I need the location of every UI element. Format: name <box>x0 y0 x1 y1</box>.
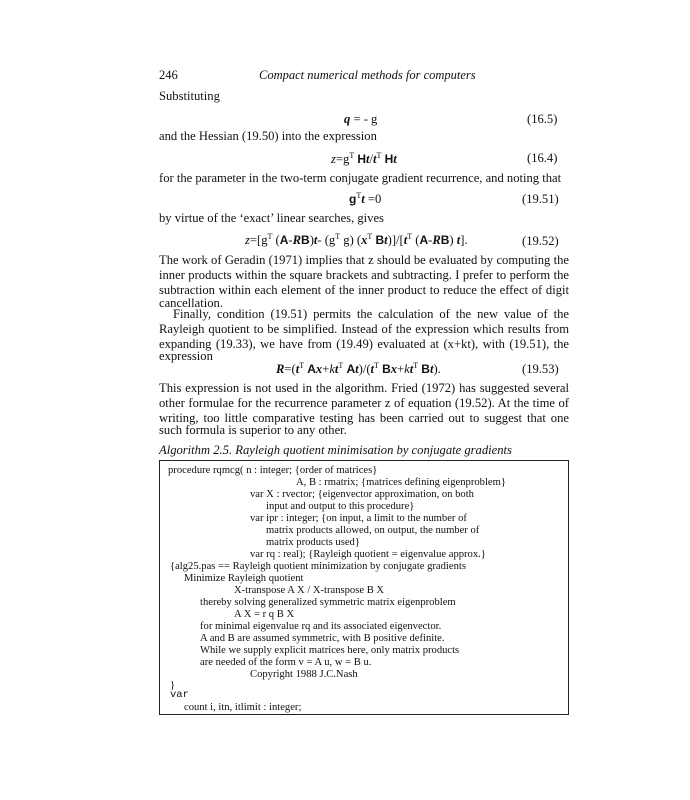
equation-16-5 <box>344 112 377 127</box>
code-line: X-transpose A X / X-transpose B X <box>234 585 385 596</box>
equation-number-16-5: (16.5) <box>527 112 558 126</box>
code-line: count i, itn, itlimit : integer; <box>184 702 302 713</box>
code-line: matrix products used} <box>266 537 360 548</box>
equation-number-19-52: (19.52) <box>522 234 559 248</box>
equation-number-19-53: (19.53) <box>522 362 559 376</box>
code-line: var rq : real); {Rayleigh quotient = eigenvalue approx.} <box>250 549 486 560</box>
code-line: thereby solving generalized symmetric matrix eigenproblem <box>200 597 456 608</box>
code-line: A, B : rmatrix; {matrices defining eigenproblem} <box>296 477 506 488</box>
paragraph-2-line-2: Rayleigh quotient to be simplified. Instead of the expression which results from <box>159 322 569 336</box>
paragraph-3-line-2: other formulae for the recurrence parameter z of equation (19.52). At the time of <box>159 396 569 410</box>
text-hessian-line: and the Hessian (19.50) into the expression <box>159 129 377 143</box>
paragraph-2-line-1: Finally, condition (19.51) permits the calculation of the new value of the <box>173 307 569 321</box>
code-line: for minimal eigenvalue rq and its associated eigenvector. <box>200 621 442 632</box>
paragraph-2-line-4: expression <box>159 349 213 363</box>
running-title: Compact numerical methods for computers <box>259 68 476 82</box>
code-line: {alg25.pas == Rayleigh quotient minimization by conjugate gradients <box>170 561 466 572</box>
text-param-line: for the parameter in the two-term conjugate gradient recurrence, and noting that <box>159 171 562 185</box>
paragraph-3-line-3: writing, too little comparative testing has been carried out to suggest that one <box>159 411 569 425</box>
paragraph-1-line-3: subtraction within each element of the inner product to reduce the effect of digit <box>159 283 569 297</box>
paragraph-3-line-4: such formula is superior to any other. <box>159 423 347 437</box>
eq-16-5-lhs: q <box>344 112 351 126</box>
code-line: } <box>170 680 176 691</box>
code-line: procedure rqmcg( n : integer; {order of matrices} <box>168 465 378 476</box>
page-number: 246 <box>159 68 178 82</box>
eq-16-5-rhs: = - g <box>350 112 378 126</box>
paragraph-1-line-2: inner products within the square brackets and subtracting. I prefer to perform the <box>159 268 569 282</box>
paragraph-3-line-1: This expression is not used in the algorithm. Fried (1972) has suggested several <box>159 381 569 395</box>
code-line: var X : rvector; {eigenvector approximation, on both <box>250 489 474 500</box>
text-virtue-line: by virtue of the ‘exact’ linear searches, gives <box>159 211 384 225</box>
code-line: A and B are assumed symmetric, with B positive definite. <box>200 633 445 644</box>
code-line: While we supply explicit matrices here, only matrix products <box>200 645 460 656</box>
code-line: A X = r q B X <box>234 609 295 620</box>
equation-19-53: $R=(t^T$ $Ax+kt^T$ $At)/(t^T$ $Bx+kt^T$ Bt). <box>276 361 441 377</box>
paragraph-1-line-4: cancellation. <box>159 296 223 310</box>
paragraph-2-line-3: expanding (19.33), we have from (19.49) evaluated at (x+kt), with (19.51), the <box>159 337 569 351</box>
text-substituting: Substituting <box>159 89 220 103</box>
code-line: are needed of the form v = A u, w = B u. <box>200 657 372 668</box>
eq-19-51-rhs: =0 <box>364 192 382 207</box>
code-line: Minimize Rayleigh quotient <box>184 573 304 584</box>
equation-19-51: $g^Tt =0$ <box>349 191 382 207</box>
equation-19-52: $z=[g^T$ (A-RB)t- ($g^T$ g) ($x^T$ $Bt)]/[t^T$ (A-RB) t]. <box>245 232 468 248</box>
algorithm-code-box <box>159 460 569 715</box>
code-line: var <box>170 689 189 701</box>
paragraph-1-line-1: The work of Geradin (1971) implies that z should be evaluated by computing the <box>159 253 569 267</box>
code-line: var ipr : integer; {on input, a limit to the number of <box>250 513 467 524</box>
equation-16-4: $z=g^T$ $Ht/t^T$ Ht <box>331 151 397 167</box>
code-line: input and output to this procedure} <box>266 501 415 512</box>
equation-number-19-51: (19.51) <box>522 192 559 206</box>
code-line: Copyright 1988 J.C.Nash <box>250 669 358 680</box>
algorithm-title: Algorithm 2.5. Rayleigh quotient minimisation by conjugate gradients <box>159 443 512 457</box>
equation-number-16-4: (16.4) <box>527 151 558 165</box>
code-line: matrix products allowed, on output, the number of <box>266 525 480 536</box>
